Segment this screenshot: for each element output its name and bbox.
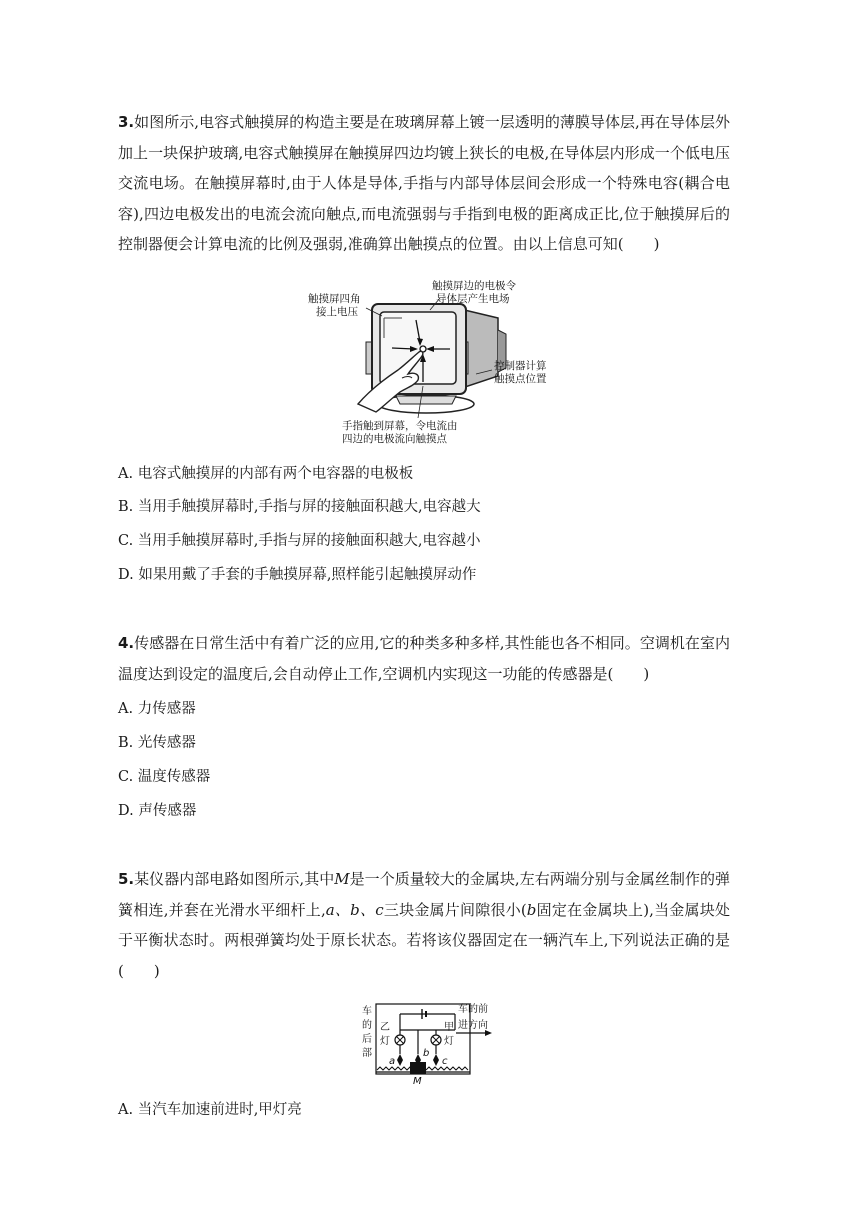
label-rear-4: 部 xyxy=(362,1048,372,1059)
label-rear-1: 车 xyxy=(362,1006,372,1017)
label-contact-b: b xyxy=(423,1048,430,1059)
q4-option-c: C. 温度传感器 xyxy=(118,769,211,785)
q5-option-a: A. 当汽车加速前进时,甲灯亮 xyxy=(118,1102,302,1118)
label-mass-m: M xyxy=(413,1076,422,1084)
label-controller-line2: 触摸点位置 xyxy=(494,373,547,385)
label-finger-line2: 四边的电极流向触摸点 xyxy=(342,433,447,445)
question-5-text-part4: 固定在金属块上),当金属块处于平衡状态时。两根弹簧均处于原长状态。若将该仪器固定在一辆汽车上,下列说法正确的是( ) xyxy=(118,900,730,980)
question-5-symbols-abc: a、b、c xyxy=(325,900,384,919)
question-5-text-part1: 某仪器内部电路如图所示,其中 xyxy=(134,870,335,888)
q4-option-b: B. 光传感器 xyxy=(118,735,196,751)
label-rear-3: 后 xyxy=(362,1034,372,1045)
question-5-symbol-b: b xyxy=(526,900,537,919)
q4-option-a: A. 力传感器 xyxy=(118,701,196,717)
circuit-diagram xyxy=(360,1000,510,1084)
label-corner-line1: 触摸屏四角 xyxy=(308,293,361,305)
circuit-figure xyxy=(360,1000,510,1084)
label-lamp-yi-2: 灯 xyxy=(380,1036,390,1047)
label-rear-2: 的 xyxy=(362,1020,372,1031)
label-contact-c: c xyxy=(442,1056,448,1067)
label-edge-line2: 导体层产生电场 xyxy=(436,293,510,305)
label-lamp-jia-2: 灯 xyxy=(444,1036,454,1047)
question-5-text-part2: 是一个质量较大的金属块,左右两端分别与金属丝制作的弹簧相连,并套在光滑水平细杆上, xyxy=(118,870,730,919)
label-finger-line1: 手指触到屏幕，令电流由 xyxy=(342,420,458,432)
label-lamp-jia-1: 甲 xyxy=(444,1022,454,1033)
q3-option-a: A. 电容式触摸屏的内部有两个电容器的电极板 xyxy=(118,466,414,482)
question-3-number: 3. xyxy=(118,113,135,131)
question-3-text: 如图所示,电容式触摸屏的构造主要是在玻璃屏幕上镀一层透明的薄膜导体层,再在导体层外加上一块保护玻璃,电容式触摸屏在触摸屏四边均镀上狭长的电极,在导体层内形成一个低电压交流电场。在触摸屏幕时,由于人体是导体,手指与内部导体层间会形成一个特殊电容(耦合电容),四边电极发出的电流会流向触点,而电流强弱与手指到电极的距离成正比,位于触摸屏后的控制器便会计算电流的比例及强弱,准确算出触摸点的位置。由以上信息可知( ) xyxy=(118,113,730,253)
question-5-symbol-m: M xyxy=(334,870,350,888)
label-lamp-yi-1: 乙 xyxy=(380,1022,390,1033)
question-5-text-part3: 三块金属片间隙很小( xyxy=(383,900,527,919)
label-corner-line2: 接上电压 xyxy=(316,306,358,318)
label-contact-a: a xyxy=(389,1056,396,1067)
question-4-stem xyxy=(118,628,730,689)
question-4-number: 4. xyxy=(118,634,135,652)
label-front-1: 车的前 xyxy=(458,1004,488,1015)
q3-option-d: D. 如果用戴了手套的手触摸屏幕,照样能引起触摸屏动作 xyxy=(118,567,477,583)
q3-option-c: C. 当用手触摸屏幕时,手指与屏的接触面积越大,电容越小 xyxy=(118,533,481,549)
question-4-text: 传感器在日常生活中有着广泛的应用,它的种类多种多样,其性能也各不相同。空调机在室内温度达到设定的温度后,会自动停止工作,空调机内实现这一功能的传感器是( ) xyxy=(118,634,730,683)
touchscreen-diagram xyxy=(306,278,556,446)
label-edge-line1: 触摸屏边的电极令 xyxy=(432,280,516,292)
label-controller-line1: 控制器计算 xyxy=(494,360,547,372)
question-5-number: 5. xyxy=(118,870,135,888)
q3-option-b: B. 当用手触摸屏幕时,手指与屏的接触面积越大,电容越大 xyxy=(118,499,481,515)
q4-option-d: D. 声传感器 xyxy=(118,803,197,819)
touchscreen-figure xyxy=(306,278,556,446)
label-front-2: 进方向 xyxy=(458,1020,488,1031)
question-3-stem xyxy=(118,107,730,260)
question-5-stem xyxy=(118,864,730,986)
